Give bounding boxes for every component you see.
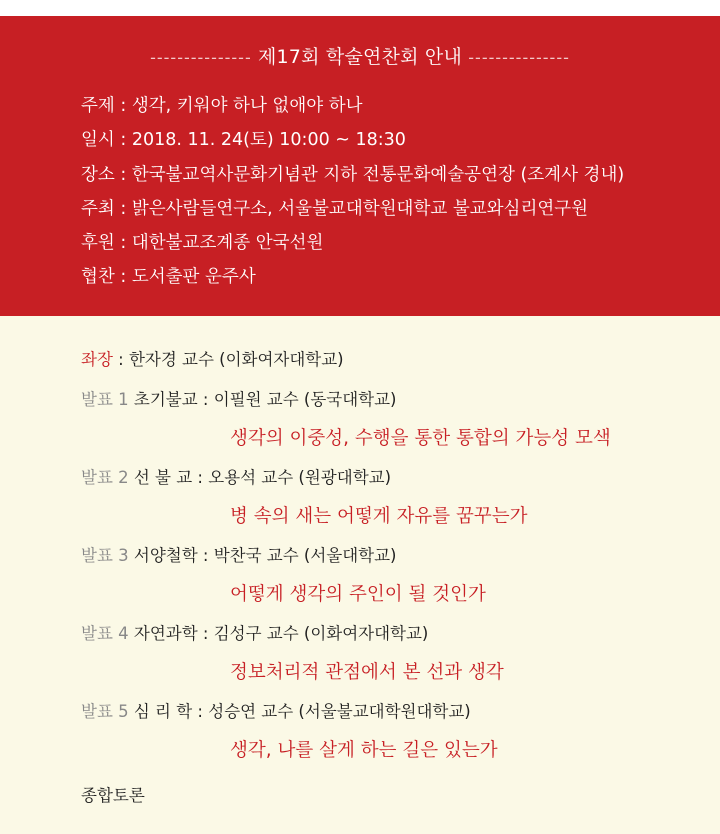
presentation-header: 발표 2 선 불 교 : 오용석 교수 (원광대학교) <box>81 468 392 487</box>
info-row-host: 주최 : 밝은사람들연구소, 서울불교대학원대학교 불교와심리연구원 <box>81 198 589 219</box>
info-label: 장소 <box>81 164 115 185</box>
presenter: 이필원 교수 (동국대학교) <box>213 390 397 409</box>
presentation-header: 발표 5 심 리 학 : 성승연 교수 (서울불교대학원대학교) <box>81 702 471 721</box>
presentation-field: 자연과학 <box>133 624 198 643</box>
presentation-topic: 어떻게 생각의 주인이 될 것인가 <box>230 584 486 605</box>
info-row-date: 일시 : 2018. 11. 24(토) 10:00 ~ 18:30 <box>81 130 406 151</box>
presentation-number: 발표 2 <box>81 468 129 487</box>
presenter: 오용석 교수 (원광대학교) <box>208 468 392 487</box>
chair-row: 좌장 : 한자경 교수 (이화여자대학교) <box>81 350 344 369</box>
program-schedule <box>0 316 720 806</box>
presentation-4 <box>81 620 720 698</box>
presentation-header: 발표 4 자연과학 : 김성구 교수 (이화여자대학교) <box>81 624 429 643</box>
info-row-support: 협찬 : 도서출판 운주사 <box>81 267 256 288</box>
presentation-topic: 병 속의 새는 어떻게 자유를 꿈꾸는가 <box>230 506 528 527</box>
presentation-field: 서양철학 <box>133 546 198 565</box>
banner-title <box>0 42 720 69</box>
info-label: 협찬 <box>81 267 115 288</box>
presentation-5 <box>81 698 720 776</box>
presenter: 김성구 교수 (이화여자대학교) <box>213 624 429 643</box>
presentation-topic: 생각의 이중성, 수행을 통한 통합의 가능성 모색 <box>230 428 611 449</box>
chair-label: 좌장 <box>81 350 113 369</box>
info-value: 도서출판 운주사 <box>131 267 256 288</box>
top-strip <box>0 0 720 16</box>
presentation-number: 발표 3 <box>81 546 129 565</box>
presentation-header: 발표 1 초기불교 : 이필원 교수 (동국대학교) <box>81 390 397 409</box>
title-dashes-left: --------------- <box>150 48 252 67</box>
info-row-venue: 장소 : 한국불교역사문화기념관 지하 전통문화예술공연장 (조계사 경내) <box>81 164 625 185</box>
info-label: 일시 <box>81 130 115 151</box>
info-value: 한국불교역사문화기념관 지하 전통문화예술공연장 (조계사 경내) <box>131 164 625 185</box>
announcement-banner <box>0 16 720 316</box>
info-label: 주제 <box>81 96 115 116</box>
presentation-field: 초기불교 <box>133 390 198 409</box>
closing-discussion: 종합토론 <box>81 786 145 805</box>
title-dashes-right: --------------- <box>468 48 570 67</box>
title-text: 제17회 학술연찬회 안내 <box>257 46 463 68</box>
presenter: 성승연 교수 (서울불교대학원대학교) <box>208 702 471 721</box>
presentation-number: 발표 4 <box>81 624 129 643</box>
info-value: 생각, 키워야 하나 없애야 하나 <box>131 96 363 116</box>
info-label: 후원 <box>81 233 115 254</box>
info-row-sponsor: 후원 : 대한불교조계종 안국선원 <box>81 233 324 254</box>
presenter: 박찬국 교수 (서울대학교) <box>213 546 397 565</box>
info-row-theme: 주제 : 생각, 키워야 하나 없애야 하나 <box>81 96 363 116</box>
chair-value: 한자경 교수 (이화여자대학교) <box>128 350 344 369</box>
presentation-topic: 정보처리적 관점에서 본 선과 생각 <box>230 662 504 683</box>
info-value: 대한불교조계종 안국선원 <box>131 233 324 254</box>
presentation-1 <box>81 386 720 464</box>
presentation-field: 선 불 교 <box>133 468 193 487</box>
presentation-header: 발표 3 서양철학 : 박찬국 교수 (서울대학교) <box>81 546 397 565</box>
info-value: 밝은사람들연구소, 서울불교대학원대학교 불교와심리연구원 <box>131 198 589 219</box>
presentation-3 <box>81 542 720 620</box>
presentation-number: 발표 1 <box>81 390 129 409</box>
presentation-number: 발표 5 <box>81 702 129 721</box>
presentation-topic: 생각, 나를 살게 하는 길은 있는가 <box>230 740 498 761</box>
info-value: 2018. 11. 24(토) 10:00 ~ 18:30 <box>131 130 406 151</box>
presentation-field: 심 리 학 <box>133 702 193 721</box>
presentation-2 <box>81 464 720 542</box>
info-list <box>0 89 720 295</box>
info-label: 주최 <box>81 198 115 219</box>
